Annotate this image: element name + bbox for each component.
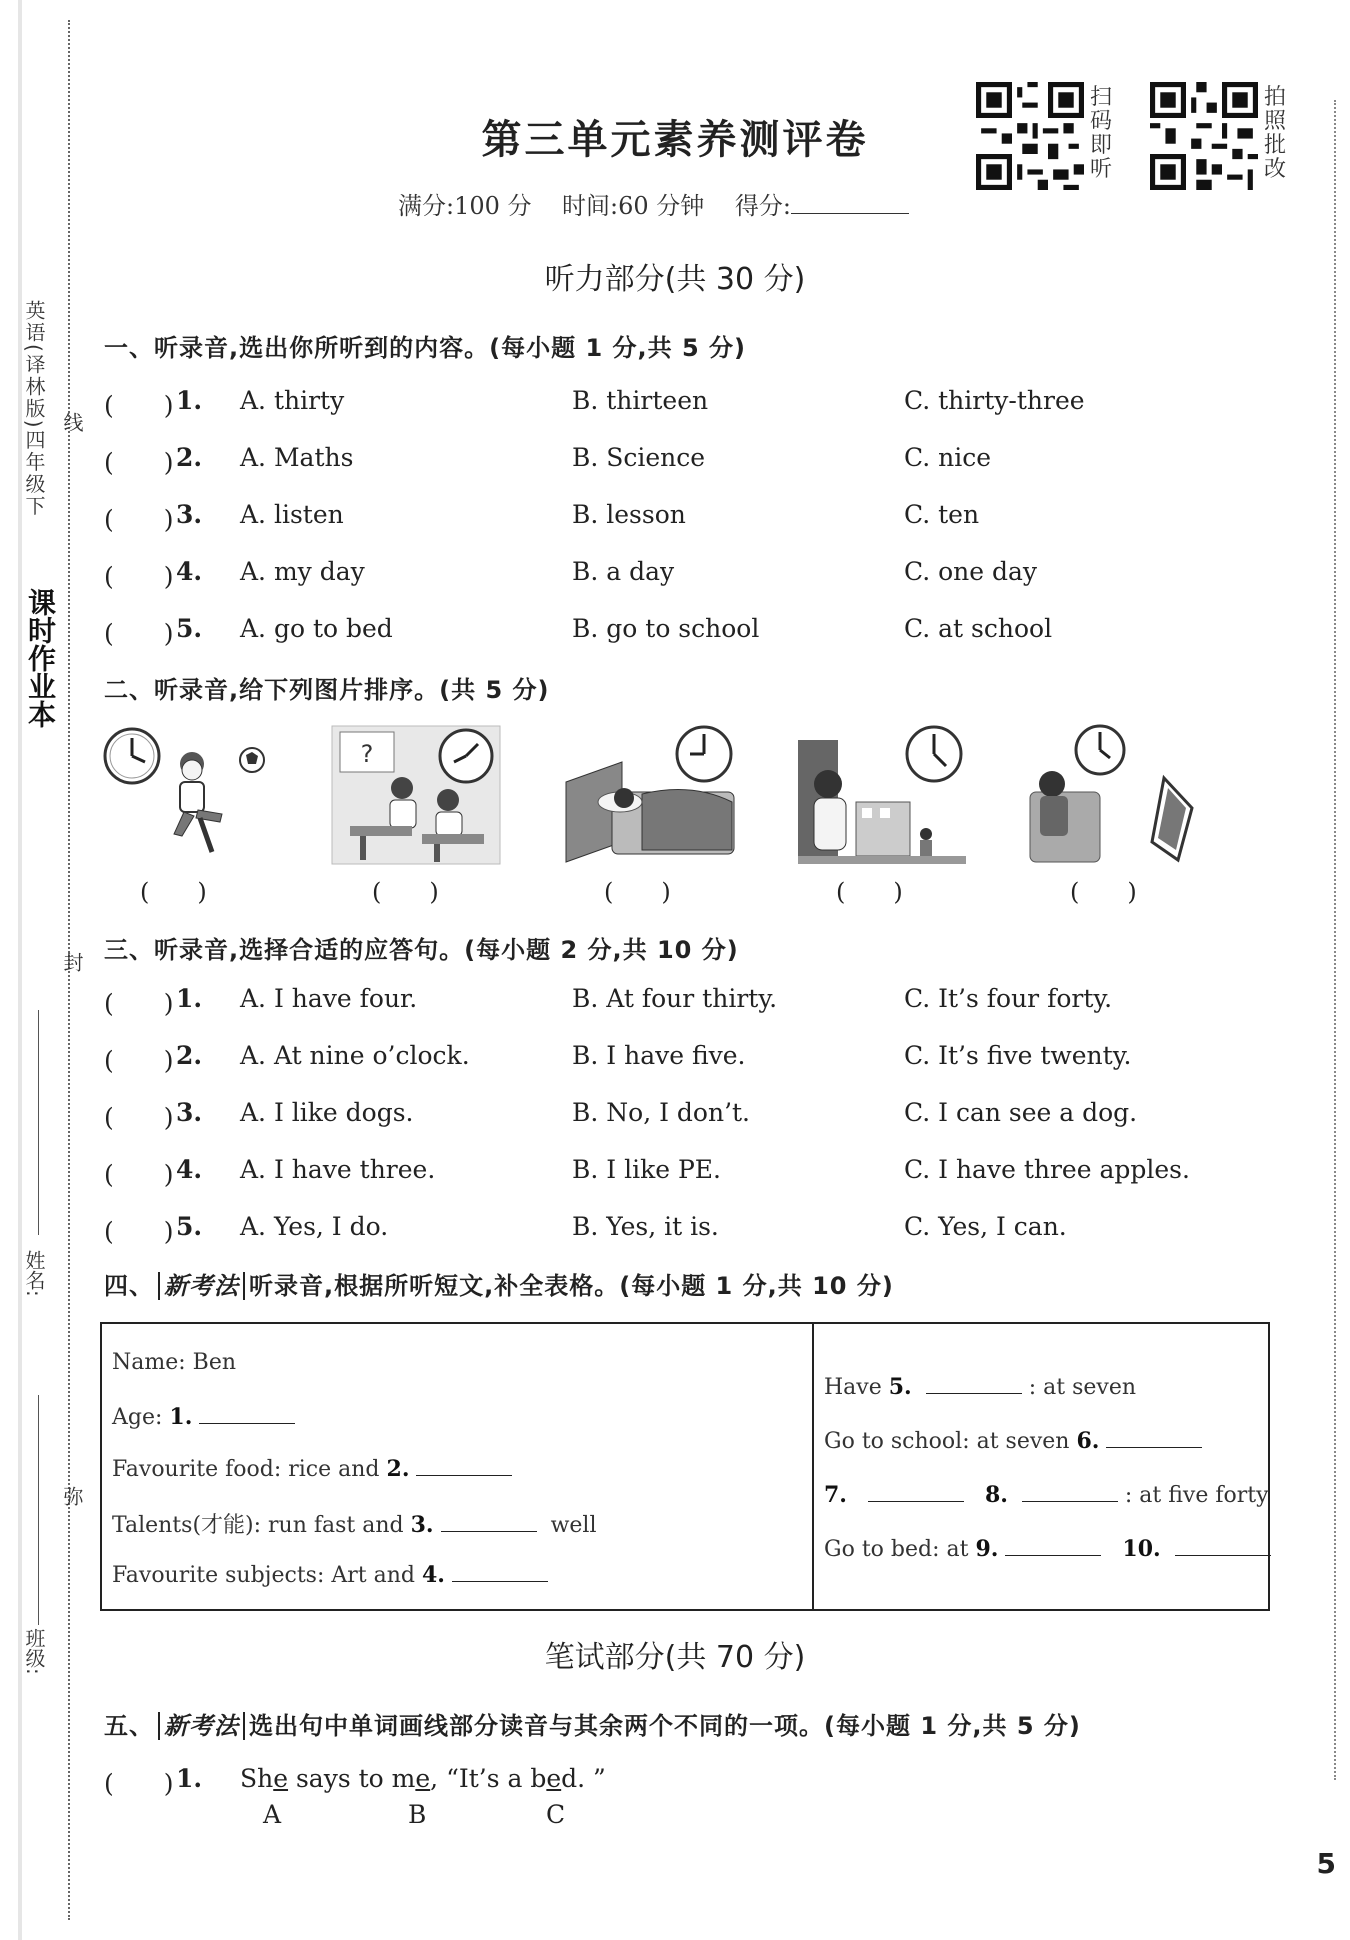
option-b: B. No, I don’t.	[572, 1098, 751, 1127]
page-number: 5	[1316, 1847, 1336, 1880]
boy-playing-football-picture	[100, 722, 280, 870]
option-b: B. thirteen	[572, 386, 709, 415]
option-a: A. I have three.	[240, 1155, 436, 1184]
school-cell: Go to school: at seven 6.	[824, 1428, 1202, 1454]
option-a: A. Yes, I do.	[240, 1212, 389, 1241]
score-blank[interactable]	[791, 193, 909, 214]
answer-paren[interactable]: ( )	[104, 1217, 174, 1246]
s1-question-1	[104, 386, 1264, 422]
choice-label-c: C	[546, 1800, 566, 1829]
answer-paren[interactable]: ( )	[104, 1103, 174, 1132]
question-number: 3.	[176, 1098, 203, 1127]
row-7-8-cell: 7. 8. : at five forty	[824, 1482, 1269, 1508]
option-b: B. lesson	[572, 500, 686, 529]
question-number: 3.	[176, 500, 203, 529]
answer-paren[interactable]: ( )	[104, 989, 174, 1018]
option-c: C. Yes, I can.	[904, 1212, 1067, 1241]
option-a: A. go to bed	[240, 614, 393, 643]
time-limit: 时间:60 分钟	[562, 192, 705, 220]
svg-text:?: ?	[360, 740, 374, 768]
picture1-answer-paren[interactable]: ( )	[140, 878, 207, 906]
section5-prefix: 五、	[104, 1712, 154, 1740]
subjects-cell: Favourite subjects: Art and 4.	[112, 1562, 548, 1588]
blank-3[interactable]	[441, 1513, 537, 1532]
option-b: B. go to school	[572, 614, 760, 643]
section4-prefix: 四、	[104, 1272, 154, 1300]
option-b: B. Yes, it is.	[572, 1212, 719, 1241]
spine-line-char-feng: 封	[60, 952, 84, 972]
child-sleeping-picture	[562, 722, 740, 870]
s1-question-3	[104, 500, 1264, 536]
spine-brand: 课时作业本	[24, 588, 57, 728]
question-number: 4.	[176, 557, 203, 586]
option-a: A. my day	[240, 557, 365, 586]
section4-instruction: 听录音,根据所听短文,补全表格。(每小题 1 分,共 10 分)	[249, 1272, 894, 1300]
answer-paren[interactable]: ( )	[104, 619, 174, 648]
class-line	[38, 1395, 39, 1625]
picture5-answer-paren[interactable]: ( )	[1070, 878, 1137, 906]
option-a: A. listen	[240, 500, 344, 529]
question-number: 4.	[176, 1155, 203, 1184]
option-b: B. a day	[572, 557, 675, 586]
have-cell: Have 5. : at seven	[824, 1374, 1137, 1400]
s3-question-3	[104, 1098, 1264, 1134]
choice-label-a: A	[263, 1800, 282, 1829]
question-number: 2.	[176, 443, 203, 472]
blank-5[interactable]	[926, 1375, 1022, 1394]
section5-title	[104, 1706, 1081, 1741]
blank-9[interactable]	[1005, 1537, 1101, 1556]
option-c: C. It’s five twenty.	[904, 1041, 1132, 1070]
page-title: 第三单元素养测评卷	[481, 116, 869, 163]
listen-qr-code-icon[interactable]	[976, 82, 1084, 190]
blank-1[interactable]	[199, 1405, 295, 1424]
underlined-letter-a: e	[273, 1764, 289, 1793]
listening-part-heading: 听力部分(共 30 分)	[544, 262, 806, 297]
blank-7[interactable]	[868, 1483, 964, 1502]
option-a: A. thirty	[240, 386, 345, 415]
name-line	[38, 1010, 39, 1235]
blank-6[interactable]	[1106, 1429, 1202, 1448]
table-divider	[812, 1324, 814, 1609]
section5-instruction: 选出句中单词画线部分读音与其余两个不同的一项。(每小题 1 分,共 5 分)	[249, 1712, 1081, 1740]
choice-label-b: B	[408, 1800, 427, 1829]
children-in-classroom-picture	[330, 722, 502, 870]
option-c: C. I can see a dog.	[904, 1098, 1138, 1127]
question-number: 1.	[176, 1764, 203, 1793]
written-part-heading: 笔试部分(共 70 分)	[544, 1640, 806, 1675]
score-label: 得分:	[734, 192, 791, 220]
bed-cell: Go to bed: at 9. 10.	[824, 1536, 1271, 1562]
section4-title	[104, 1266, 894, 1301]
question-number: 1.	[176, 386, 203, 415]
right-margin-dots	[1334, 100, 1336, 1780]
new-exam-tag: 新考法	[158, 1272, 245, 1300]
option-b: B. At four thirty.	[572, 984, 778, 1013]
question-number: 5.	[176, 614, 203, 643]
option-c: C. thirty-three	[904, 386, 1085, 415]
option-b: B. I like PE.	[572, 1155, 721, 1184]
blank-4[interactable]	[452, 1563, 548, 1582]
boy-watching-tv-picture	[1028, 722, 1200, 870]
answer-paren[interactable]: ( )	[104, 505, 174, 534]
answer-paren[interactable]: ( )	[104, 1046, 174, 1075]
s1-question-4	[104, 557, 1264, 593]
s3-question-5	[104, 1212, 1264, 1248]
s1-question-5	[104, 614, 1264, 650]
option-c: C. nice	[904, 443, 992, 472]
answer-paren[interactable]: ( )	[104, 562, 174, 591]
exam-meta	[398, 186, 909, 221]
answer-paren[interactable]: ( )	[104, 448, 174, 477]
option-c: C. It’s four forty.	[904, 984, 1113, 1013]
new-exam-tag: 新考法	[158, 1712, 245, 1740]
s3-question-1	[104, 984, 1264, 1020]
blank-8[interactable]	[1022, 1483, 1118, 1502]
blank-10[interactable]	[1175, 1537, 1271, 1556]
info-table	[100, 1322, 1270, 1611]
class-label: 班级:	[22, 1628, 46, 1675]
option-b: B. Science	[572, 443, 706, 472]
talents-cell: Talents(才能): run fast and 3. well	[112, 1512, 597, 1538]
boy-after-school-picture	[796, 722, 968, 870]
picture2-answer-paren[interactable]: ( )	[372, 878, 439, 906]
name-label: 姓名:	[22, 1250, 46, 1297]
question-number: 1.	[176, 984, 203, 1013]
option-a: A. I have four.	[240, 984, 418, 1013]
option-b: B. I have five.	[572, 1041, 746, 1070]
underlined-letter-c: e	[546, 1764, 562, 1793]
grading-qr-caption: 拍照批改	[1264, 85, 1287, 182]
underlined-letter-b: e	[415, 1764, 431, 1793]
option-a: A. I like dogs.	[240, 1098, 414, 1127]
section2-title: 二、听录音,给下列图片排序。(共 5 分)	[104, 676, 550, 704]
s5-question-1	[104, 1764, 1264, 1800]
s1-question-2	[104, 443, 1264, 479]
full-marks: 满分:100 分	[398, 192, 532, 220]
section3-title: 三、听录音,选择合适的应答句。(每小题 2 分,共 10 分)	[104, 936, 739, 964]
spine-line-char-xian: 线	[60, 412, 84, 432]
option-a: A. Maths	[240, 443, 354, 472]
section1-title: 一、听录音,选出你所听到的内容。(每小题 1 分,共 5 分)	[104, 334, 746, 362]
blank-2[interactable]	[416, 1457, 512, 1476]
answer-paren[interactable]: ( )	[104, 391, 174, 420]
option-c: C. ten	[904, 500, 980, 529]
question-number: 5.	[176, 1212, 203, 1241]
answer-paren[interactable]: ( )	[104, 1160, 174, 1189]
grading-qr-code-icon[interactable]	[1150, 82, 1258, 190]
option-c: C. one day	[904, 557, 1038, 586]
option-a: A. At nine o’clock.	[240, 1041, 470, 1070]
listen-qr-caption: 扫码即听	[1090, 85, 1113, 182]
option-c: C. at school	[904, 614, 1053, 643]
name-cell: Name: Ben	[112, 1350, 237, 1375]
spine-line-char-mi: 弥	[60, 1486, 84, 1506]
question-number: 2.	[176, 1041, 203, 1070]
s3-question-2	[104, 1041, 1264, 1077]
s3-question-4	[104, 1155, 1264, 1191]
option-c: C. I have three apples.	[904, 1155, 1190, 1184]
age-cell: Age: 1.	[112, 1404, 295, 1430]
picture4-answer-paren[interactable]: ( )	[836, 878, 903, 906]
sentence: She says to me, “It’s a bed. ”	[240, 1764, 606, 1793]
food-cell: Favourite food: rice and 2.	[112, 1456, 512, 1482]
answer-paren[interactable]: ( )	[104, 1769, 174, 1798]
spine-series-title: 英语(译林版)四年级下	[22, 300, 46, 518]
picture3-answer-paren[interactable]: ( )	[604, 878, 671, 906]
